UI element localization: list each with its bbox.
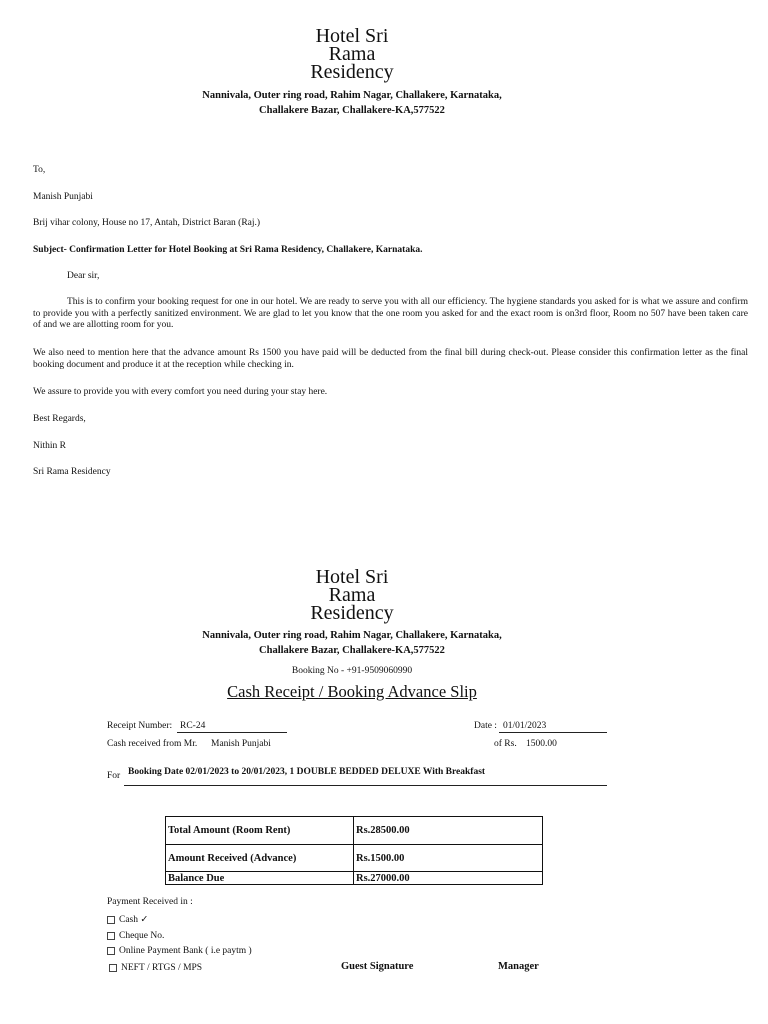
amount-table [165,816,543,885]
signer-org: Sri Rama Residency [33,467,111,477]
payment-label: Payment Received in : [107,897,193,907]
payment-option-label: Online Payment Bank ( i.e paytm ) [119,946,252,956]
paragraph-text: This is to confirm your booking request for one in our hotel. We are ready to serve you with all our efficiency. The hygiene standards you asked for is what we assure and confirm to provide you with a perfectly sanitized environment. We are glad to let you know that the one room you asked for and the exact room is on3rd floor, Room no 507 have been taken care of and we are allotting room for you. [33,297,748,330]
receipt-number-value: RC-24 [180,721,206,731]
recipient-address: Brij vihar colony, House no 17, Antah, District Baran (Raj.) [33,218,261,228]
date-underline [499,732,607,733]
amount-label: Total Amount (Room Rent) [166,817,354,845]
address-line: Challakere Bazar, Challakere-KA,577522 [259,105,445,116]
receipt-number-label: Receipt Number: [107,721,173,731]
checkbox-icon [107,932,115,940]
checkbox-icon [107,947,115,955]
checkbox-icon [109,964,117,972]
for-label: For [107,771,121,781]
receipt-title: Cash Receipt / Booking Advance Slip [227,682,477,701]
payment-option-cheque [107,930,164,942]
table-row [166,872,543,885]
signer-name: Nithin R [33,441,66,451]
booking-details-underline [124,785,607,786]
receipt-number-underline [177,732,287,733]
hotel-name-line: Rama [328,584,376,606]
hotel-name-line: Hotel Sri [315,25,389,47]
address-line: Nannivala, Outer ring road, Rahim Nagar, Challakere, Karnataka, [202,90,502,101]
booking-details: Booking Date 02/01/2023 to 20/01/2023, 1 DOUBLE BEDDED DELUXE With Breakfast [128,767,486,777]
checkbox-icon [107,916,115,924]
recipient-name: Manish Punjabi [33,192,93,202]
booking-number: Booking No - +91-9509060990 [291,666,413,676]
amount-value: Rs.27000.00 [354,872,543,885]
letter-paragraph-3: We assure to provide you with every comfort you need during your stay here. [33,387,328,397]
hotel-name-receipt [0,568,704,622]
payment-option-neft [109,962,202,974]
table-row [166,845,543,872]
address-line: Challakere Bazar, Challakere-KA,577522 [259,645,445,656]
hotel-name-line: Residency [310,61,394,83]
guest-signature-label: Guest Signature [341,961,414,972]
hotel-address-receipt [0,628,704,658]
received-from-label: Cash received from Mr. [107,739,198,749]
amount-label: Amount Received (Advance) [166,845,354,872]
amount-value: Rs.28500.00 [354,817,543,845]
of-rs-label: of Rs. [494,739,517,749]
table-row [166,817,543,845]
payment-option-online [107,945,252,957]
letter-paragraph-2: We also need to mention here that the advance amount Rs 1500 you have paid will be deducted from the final bill during check-out. Please consider this confirmation letter as the final booking document and produce it at the reception while checking in. [33,348,748,370]
letter-paragraph-1 [33,297,748,332]
of-rs-value: 1500.00 [526,739,557,749]
payment-option-cash [107,914,148,926]
amount-value: Rs.1500.00 [354,845,543,872]
payment-option-label: Cheque No. [119,931,165,941]
hotel-address-top [0,88,704,118]
date-value: 01/01/2023 [503,721,547,731]
hotel-name-line: Rama [328,43,376,65]
hotel-name-line: Hotel Sri [315,566,389,588]
letter-subject: Subject- Confirmation Letter for Hotel Booking at Sri Rama Residency, Challakere, Karnataka. [33,245,423,255]
date-label: Date : [474,721,497,731]
amount-label: Balance Due [166,872,354,885]
payment-option-label: NEFT / RTGS / MPS [121,963,203,973]
hotel-name-line: Residency [310,602,394,624]
payment-option-label: Cash ✓ [119,915,149,925]
address-line: Nannivala, Outer ring road, Rahim Nagar, Challakere, Karnataka, [202,630,502,641]
received-from-value: Manish Punjabi [211,739,271,749]
hotel-name-top [0,27,704,81]
closing: Best Regards, [33,414,86,424]
letter-to: To, [33,165,46,175]
manager-label: Manager [498,961,539,972]
salutation: Dear sir, [67,271,100,281]
